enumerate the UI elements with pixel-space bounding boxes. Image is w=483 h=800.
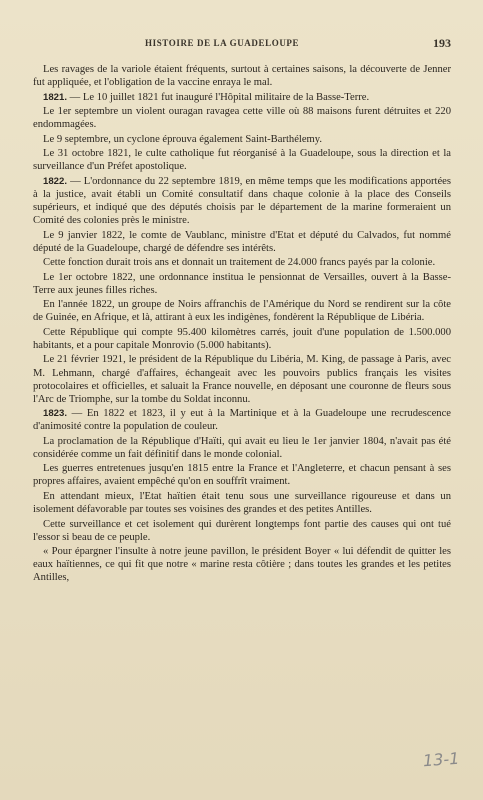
paragraph: 1822. — L'ordonnance du 22 septembre 1819, en même temps que les modifications apportées à la justice, avait établi un Comité consultatif dans chaque colonie à la place des Conseils supérieurs, et indiqué que des députés choisis par le département de la marine formeraient un Comité des colonies près le ministre. [33, 175, 451, 227]
year-heading: 1822. [43, 175, 68, 187]
paragraph: Le 1er septembre un violent ouragan ravagea cette ville où 88 maisons furent détruites et 220 endommagées. [33, 106, 451, 131]
paragraph: Le 9 janvier 1822, le comte de Vaublanc, ministre d'Etat et député du Calvados, fut nommé député de la Guadeloupe, chargé de défendre ses intérêts. [33, 229, 451, 254]
paragraph: 1821. — Le 10 juillet 1821 fut inauguré l'Hôpital militaire de la Basse-Terre. [43, 91, 370, 103]
running-head: HISTOIRE DE LA GUADELOUPE [145, 38, 300, 48]
page-number: 193 [433, 36, 451, 50]
paragraph: Cette fonction durait trois ans et donnait un traitement de 24.000 francs payés par la colonie. [43, 257, 436, 269]
paragraph: Le 9 septembre, un cyclone éprouva également Saint-Barthélemy. [43, 133, 323, 145]
paragraph: Le 1er octobre 1822, une ordonnance institua le pensionnat de Versailles, ouvert à la Basse-Terre aux jeunes filles riches. [33, 271, 451, 296]
year-heading: 1821. [43, 91, 68, 103]
paragraph: Cette République qui compte 95.400 kilomètres carrés, jouit d'une population de 1.500.000 habitants, et a pour capitale Monrovio (5.000 habitants). [33, 326, 451, 351]
paragraph: En l'année 1822, un groupe de Noirs affranchis de l'Amérique du Nord se rendirent sur la côte de Guinée, en Afrique, et là, attirant à eux les indigènes, fondèrent la République de Libéria. [33, 299, 451, 324]
paragraph: La proclamation de la République d'Haïti, qui avait eu lieu le 1er janvier 1804, n'avait pas été considérée comme un fait définitif dans le monde colonial. [33, 435, 451, 460]
pencil-annotation: 13-1 [422, 748, 460, 771]
paragraph: Cette surveillance et cet isolement qui durèrent longtemps font partie des causes qui ont tué l'essor si beau de ce peuple. [33, 518, 451, 543]
paragraph: Le 31 octobre 1821, le culte catholique fut réorganisé à la Guadeloupe, sous la direction et la surveillance d'un Préfet apostolique. [33, 148, 451, 173]
paragraph: Les guerres entretenues jusqu'en 1815 entre la France et l'Angleterre, et chacun pensant à ses propres affaires, avaient empêché qu'on en souffrît vraiment. [33, 463, 451, 488]
page-header [0, 38, 483, 52]
paragraph: Le 21 février 1921, le président de la République du Libéria, M. King, de passage à Paris, avec M. Lehmann, chargé d'affaires, échangeait avec les pouvoirs publics français les visites protocolaires et officielles, et saluait la France nouvelle, en déposant une couronne de fleurs sous l'Arc de Triomphe, sur la tombe du Soldat inconnu. [33, 354, 451, 405]
body-text [33, 63, 451, 586]
paragraph: En attendant mieux, l'Etat haïtien était tenu sous une surveillance rigoureuse et dans un isolement défavorable par toutes ses voisines des grandes et des petites Antilles. [33, 490, 451, 515]
paragraph: « Pour épargner l'insulte à notre jeune pavillon, le président Boyer « lui défendit de quitter les eaux haïtiennes, ce qui fit que notre « marine resta côtière ; dans toutes les grandes et les petites Antilles, [33, 546, 451, 584]
year-heading: 1823. [43, 408, 68, 420]
paragraph: Les ravages de la variole étaient fréquents, surtout à certaines saisons, la découverte de Jenner fut appliquée, et l'obligation de la vaccine enraya le mal. [33, 64, 451, 89]
paragraph: 1823. — En 1822 et 1823, il y eut à la Martinique et à la Guadeloupe une recrudescence d'animosité contre la population de couleur. [33, 408, 451, 433]
